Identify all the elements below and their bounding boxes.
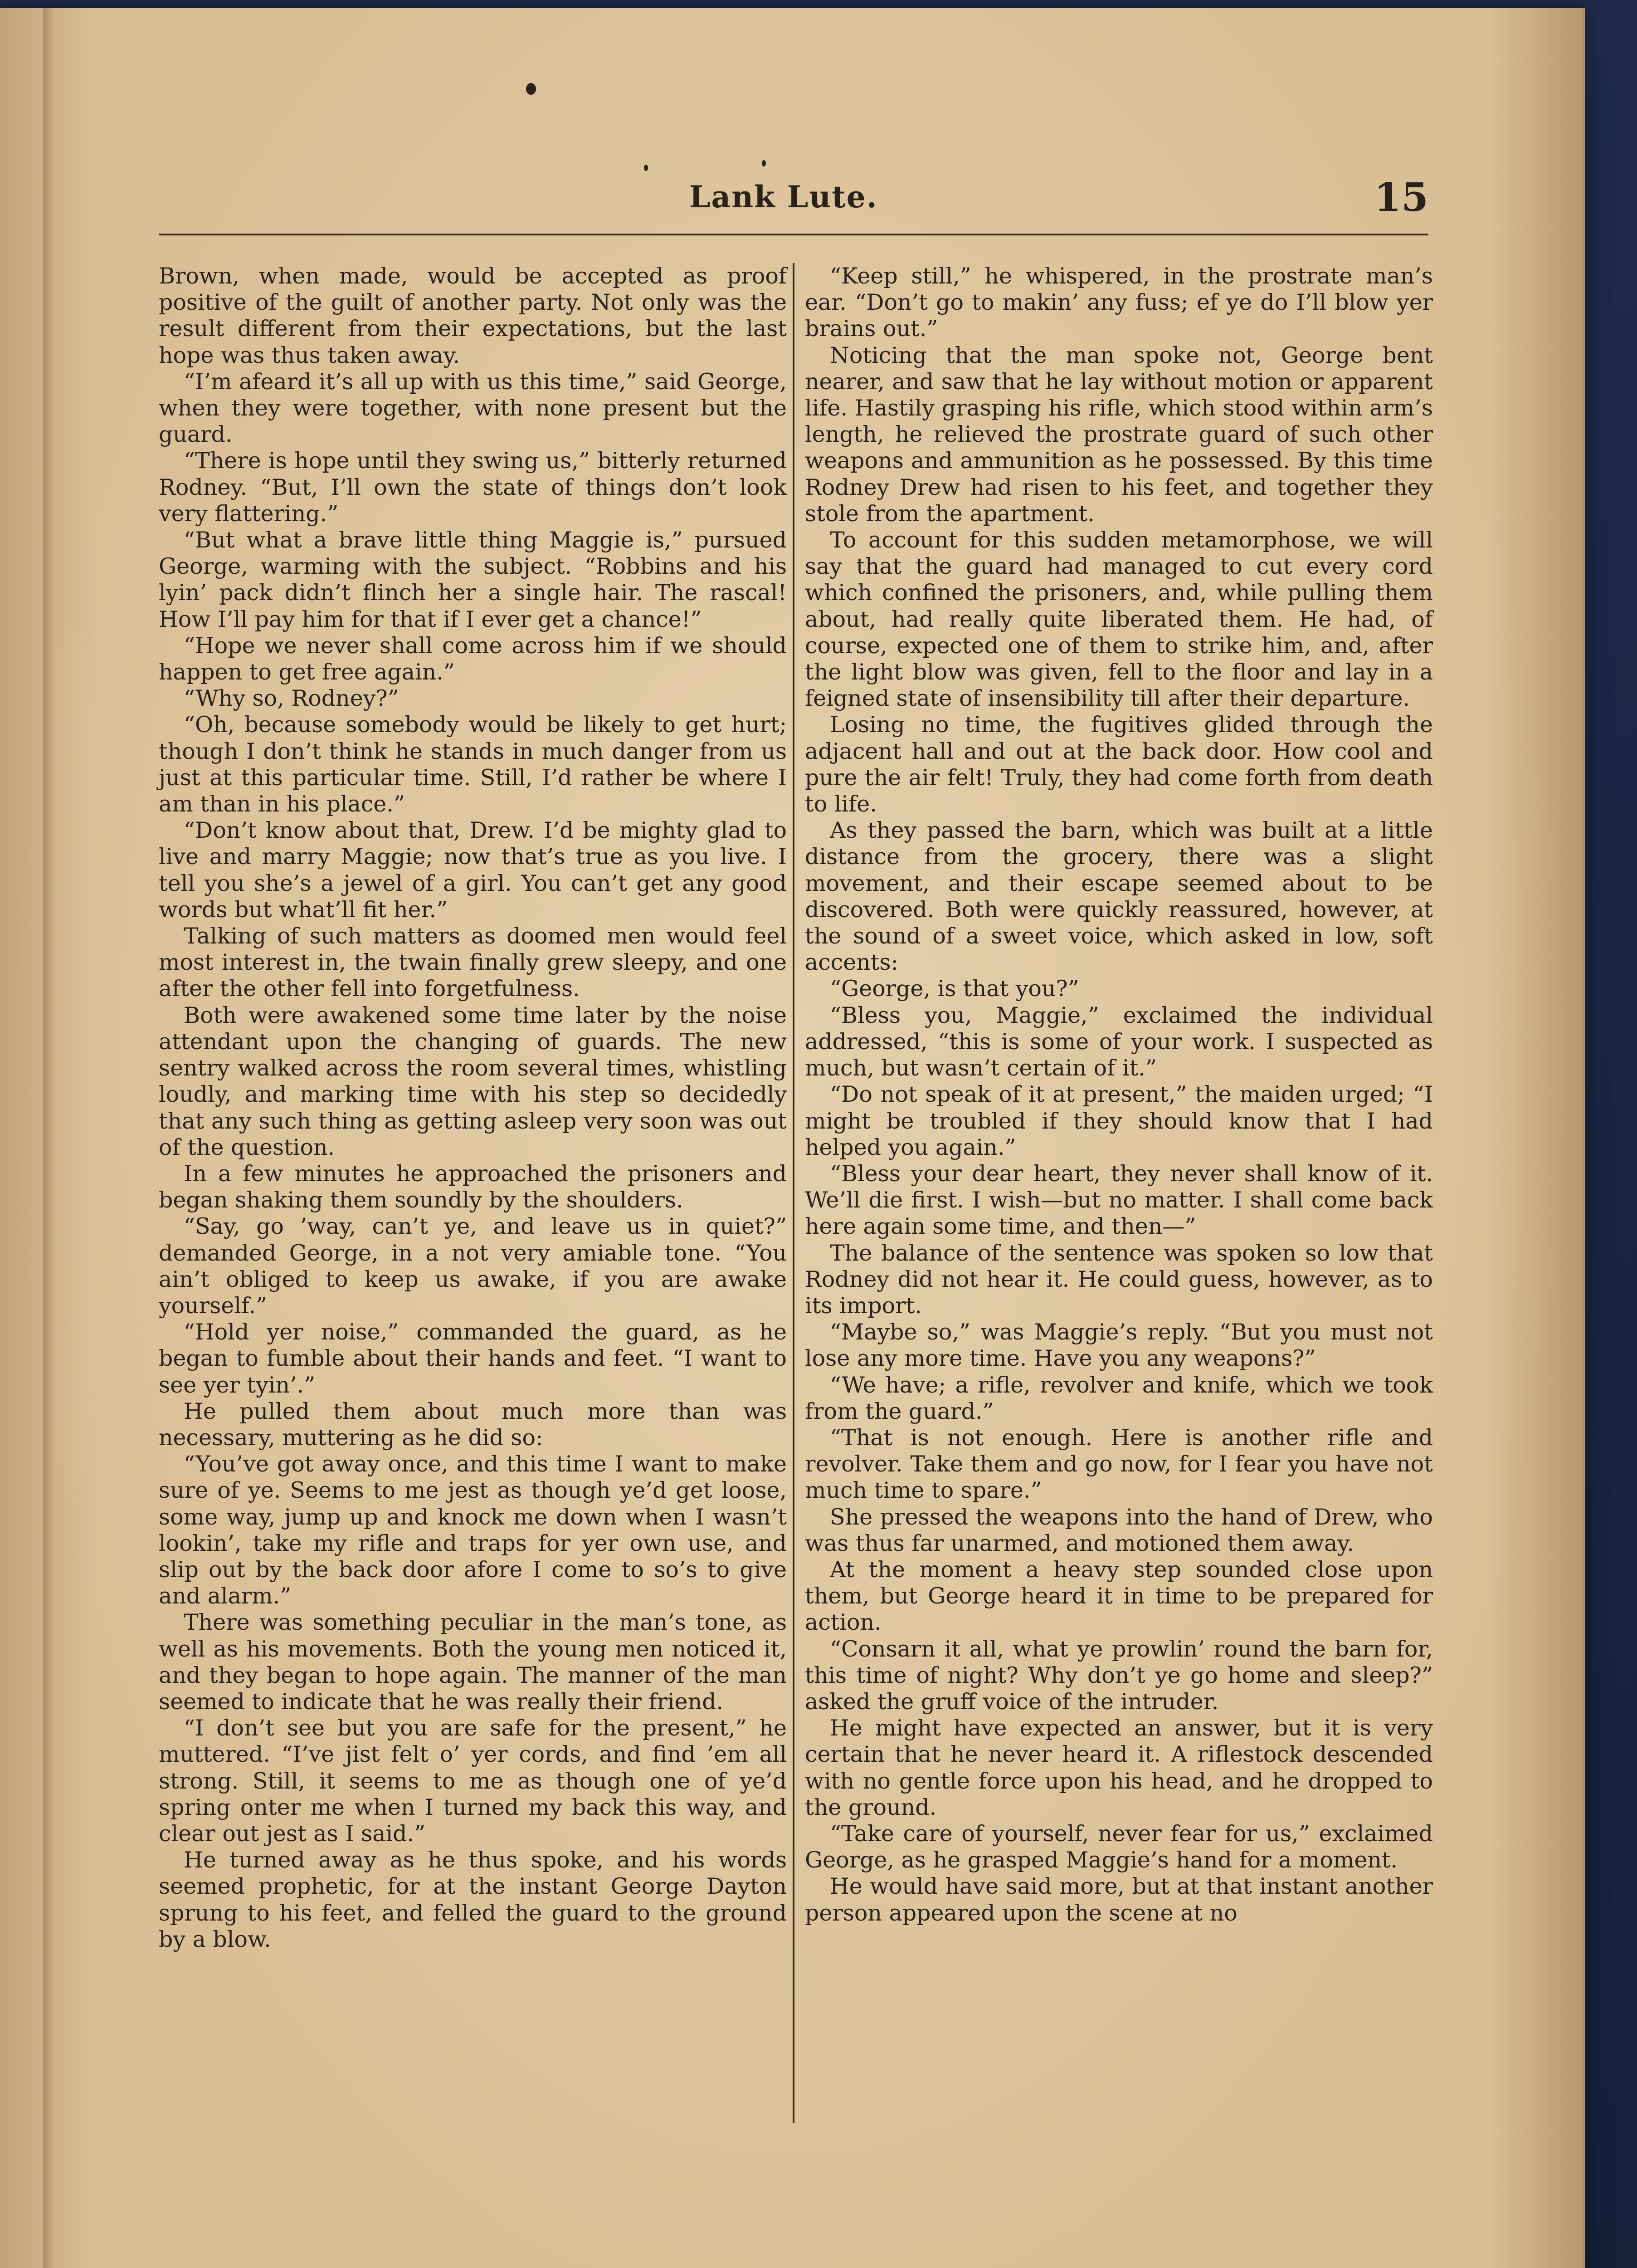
paragraph: Losing no time, the fugitives glided through the adjacent hall and out at the back door. How cool and pure the air felt! Truly, they had come forth from death to life. <box>805 712 1433 817</box>
paragraph: In a few minutes he approached the prisoners and began shaking them soundly by the shoulders. <box>159 1160 787 1213</box>
page-gutter-fold <box>43 8 54 2268</box>
paragraph: Noticing that the man spoke not, George bent nearer, and saw that he lay without motion or apparent life. Hastily grasping his rifle, which stood within arm’s length, he relieved the prostrate guard of such other weapons and ammunition as he possessed. By this time Rodney Drew had risen to his feet, and together they stole from the apartment. <box>805 342 1433 527</box>
paragraph: “Say, go ’way, can’t ye, and leave us in quiet?” demanded George, in a not very amiable tone. “You ain’t obliged to keep us awake, if you are awake yourself.” <box>159 1213 787 1319</box>
paragraph: “Don’t know about that, Drew. I’d be mighty glad to live and marry Maggie; now that’s true as you live. I tell you she’s a jewel of a girl. You can’t get any good words but what’ll fit her.” <box>159 817 787 923</box>
paragraph: “I don’t see but you are safe for the present,” he muttered. “I’ve jist felt o’ yer cords, and find ’em all strong. Still, it seems to me as though one of ye’d spring onter me when I turned my back this way, and clear out jest as I said.” <box>159 1715 787 1847</box>
paragraph: “You’ve got away once, and this time I want to make sure of ye. Seems to me jest as though ye’d get loose, some way, jump up and knock me down when I wasn’t lookin’, take my rifle and traps for yer own use, and slip out by the back door afore I come to so’s to give and alarm.” <box>159 1451 787 1609</box>
text-column-left <box>159 263 787 1953</box>
column-divider <box>793 263 794 2123</box>
running-header <box>159 175 1428 235</box>
paragraph: He would have said more, but at that instant another person appeared upon the scene at no <box>805 1873 1433 1926</box>
paragraph: Talking of such matters as doomed men would feel most interest in, the twain finally grew sleepy, and one after the other fell into forgetfulness. <box>159 923 787 1002</box>
paragraph: “Oh, because somebody would be likely to get hurt; though I don’t think he stands in much danger from us just at this particular time. Still, I’d rather be where I am than in his place.” <box>159 712 787 817</box>
paragraph: “There is hope until they swing us,” bitterly returned Rodney. “But, I’ll own the state of things don’t look very flattering.” <box>159 448 787 527</box>
paragraph: She pressed the weapons into the hand of Drew, who was thus far unarmed, and motioned them away. <box>805 1504 1433 1556</box>
ink-speck <box>644 165 648 171</box>
paragraph: “We have; a rifle, revolver and knife, which we took from the guard.” <box>805 1372 1433 1424</box>
paragraph: “I’m afeard it’s all up with us this time,” said George, when they were together, with none present but the guard. <box>159 368 787 448</box>
paragraph: “Hold yer noise,” commanded the guard, as he began to fumble about their hands and feet. “I want to see yer tyin’.” <box>159 1319 787 1398</box>
paragraph: He pulled them about much more than was necessary, muttering as he did so: <box>159 1398 787 1451</box>
paragraph: At the moment a heavy step sounded close upon them, but George heard it in time to be prepared for action. <box>805 1556 1433 1636</box>
running-title: Lank Lute. <box>689 179 878 215</box>
ink-speck <box>762 160 766 166</box>
paragraph: There was something peculiar in the man’s tone, as well as his movements. Both the young men noticed it, and they began to hope again. The manner of the man seemed to indicate that he was really their friend. <box>159 1609 787 1715</box>
paragraph: The balance of the sentence was spoken so low that Rodney did not hear it. He could guess, however, as to its import. <box>805 1240 1433 1319</box>
paragraph: “Take care of yourself, never fear for us,” exclaimed George, as he grasped Maggie’s hand for a moment. <box>805 1820 1433 1873</box>
paragraph: “Do not speak of it at present,” the maiden urged; “I might be troubled if they should know that I had helped you again.” <box>805 1081 1433 1160</box>
paragraph: He might have expected an answer, but it is very certain that he never heard it. A riflestock descended with no gentle force upon his head, and he dropped to the ground. <box>805 1715 1433 1820</box>
paragraph: “Keep still,” he whispered, in the prostrate man’s ear. “Don’t go to makin’ any fuss; ef ye do I’ll blow yer brains out.” <box>805 263 1433 342</box>
paragraph: “Maybe so,” was Maggie’s reply. “But you must not lose any more time. Have you any weapons?” <box>805 1319 1433 1372</box>
paragraph: To account for this sudden metamorphose, we will say that the guard had managed to cut every cord which confined the prisoners, and, while pulling them about, had really quite liberated them. He had, of course, expected one of them to strike him, and, after the light blow was given, fell to the floor and lay in a feigned state of insensibility till after their departure. <box>805 527 1433 712</box>
paragraph: Brown, when made, would be accepted as proof positive of the guilt of another party. Not only was the result different from their expectations, but the last hope was thus taken away. <box>159 263 787 368</box>
paragraph: “But what a brave little thing Maggie is,” pursued George, warming with the subject. “Robbins and his lyin’ pack didn’t flinch her a single hair. The rascal! How I’ll pay him for that if I ever get a chance!” <box>159 527 787 632</box>
page-number: 15 <box>1374 175 1428 220</box>
paragraph: As they passed the barn, which was built at a little distance from the grocery, there was a slight movement, and their escape seemed about to be discovered. Both were quickly reassured, however, at the sound of a sweet voice, which asked in low, soft accents: <box>805 817 1433 976</box>
paragraph: “Hope we never shall come across him if we should happen to get free again.” <box>159 632 787 685</box>
paragraph: “Bless your dear heart, they never shall know of it. We’ll die first. I wish—but no matter. I shall come back here again some time, and then—” <box>805 1160 1433 1240</box>
paragraph: “George, is that you?” <box>830 976 1079 1002</box>
text-column-right <box>805 263 1433 1926</box>
paragraph: He turned away as he thus spoke, and his words seemed prophetic, for at the instant George Dayton sprung to his feet, and felled the guard to the ground by a blow. <box>159 1847 787 1952</box>
paragraph: “Bless you, Maggie,” exclaimed the individual addressed, “this is some of your work. I suspected as much, but wasn’t certain of it.” <box>805 1002 1433 1081</box>
paragraph: Both were awakened some time later by the noise attendant upon the changing of guards. The new sentry walked across the room several times, whistling loudly, and marking time with his step so decidedly that any such thing as getting asleep very soon was out of the question. <box>159 1002 787 1160</box>
paragraph: “Consarn it all, what ye prowlin’ round the barn for, this time of night? Why don’t ye go home and sleep?” asked the gruff voice of the intruder. <box>805 1636 1433 1715</box>
paragraph: “That is not enough. Here is another rifle and revolver. Take them and go now, for I fear you have not much time to spare.” <box>805 1424 1433 1504</box>
ink-speck <box>526 83 536 95</box>
paragraph: “Why so, Rodney?” <box>184 685 399 712</box>
